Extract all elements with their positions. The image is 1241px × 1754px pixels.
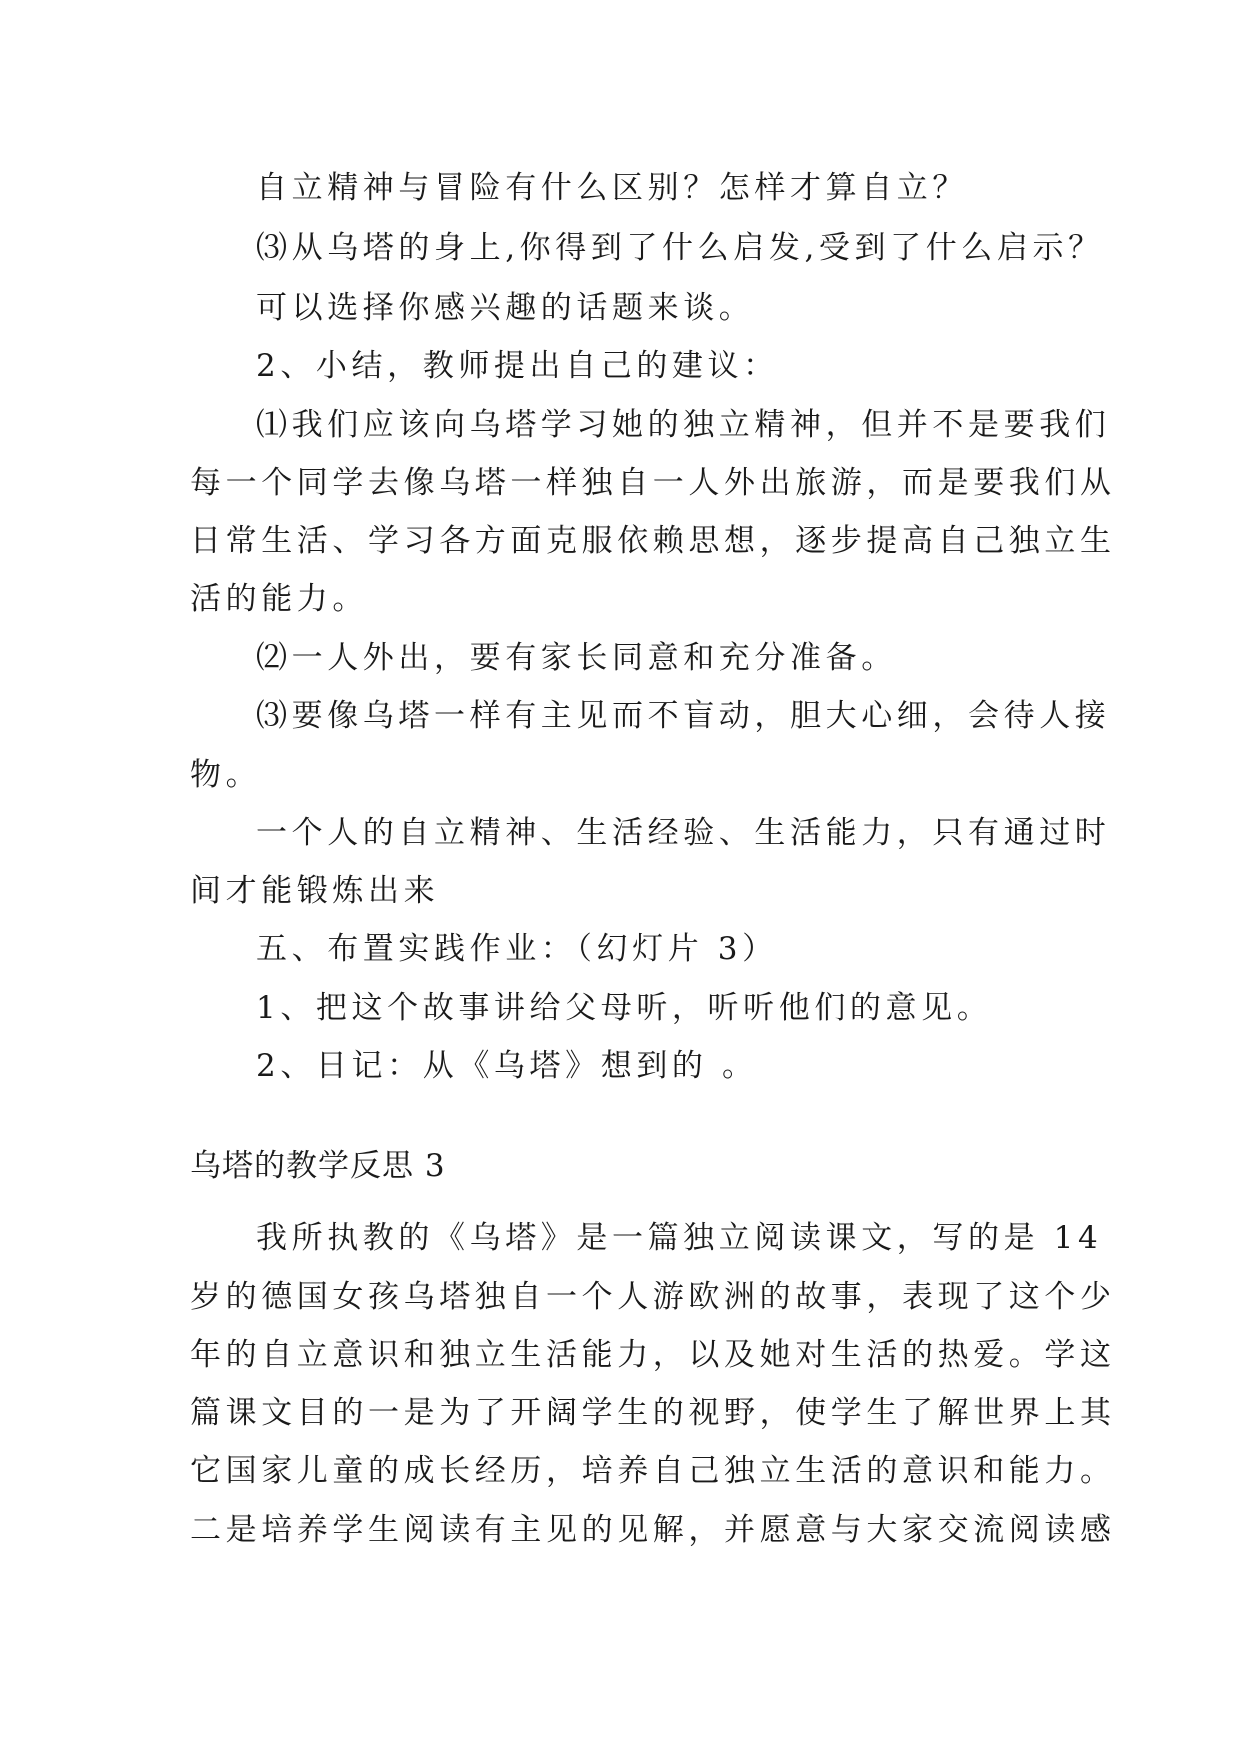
paragraph-line: 日常生活、学习各方面克服依赖思想，逐步提高自己独立生 <box>190 523 1116 559</box>
paragraph-line: 1、把这个故事讲给父母听，听听他们的意见。 <box>256 990 993 1026</box>
paragraph-line: 间才能锻炼出来 <box>190 873 440 909</box>
paragraph-line: ⑵一人外出，要有家长同意和充分准备。 <box>256 640 897 676</box>
paragraph-line: 物。 <box>190 757 262 793</box>
paragraph-line: 2、小结，教师提出自己的建议： <box>256 348 779 384</box>
paragraph-line: 篇课文目的一是为了开阔学生的视野，使学生了解世界上其 <box>190 1395 1116 1431</box>
paragraph-line: 五、布置实践作业：（幻灯片 3） <box>256 931 778 967</box>
paragraph-line: 可以选择你感兴趣的话题来谈。 <box>256 290 755 326</box>
paragraph-line: 二是培养学生阅读有主见的见解，并愿意与大家交流阅读感 <box>190 1512 1116 1548</box>
paragraph-line: ⑶从乌塔的身上,你得到了什么启发,受到了什么启示？ <box>256 230 1104 266</box>
paragraph-line: 每一个同学去像乌塔一样独自一人外出旅游，而是要我们从 <box>190 465 1116 501</box>
paragraph-line: ⑶要像乌塔一样有主见而不盲动，胆大心细，会待人接 <box>256 698 1111 734</box>
paragraph-line: 年的自立意识和独立生活能力，以及她对生活的热爱。学这 <box>190 1337 1116 1373</box>
paragraph-line: 2、日记：从《乌塔》想到的 。 <box>256 1048 758 1084</box>
section-title: 乌塔的教学反思 3 <box>190 1148 446 1184</box>
paragraph-line: 活的能力。 <box>190 581 368 617</box>
paragraph-line: 自立精神与冒险有什么区别？怎样才算自立？ <box>256 170 968 206</box>
paragraph-line: ⑴我们应该向乌塔学习她的独立精神，但并不是要我们 <box>256 407 1111 443</box>
paragraph-line: 一个人的自立精神、生活经验、生活能力，只有通过时 <box>256 815 1111 851</box>
paragraph-line: 岁的德国女孩乌塔独自一个人游欧洲的故事，表现了这个少 <box>190 1279 1116 1315</box>
paragraph-line: 我所执教的《乌塔》是一篇独立阅读课文，写的是 14 <box>256 1220 1103 1256</box>
paragraph-line: 它国家儿童的成长经历，培养自己独立生活的意识和能力。 <box>190 1453 1116 1489</box>
